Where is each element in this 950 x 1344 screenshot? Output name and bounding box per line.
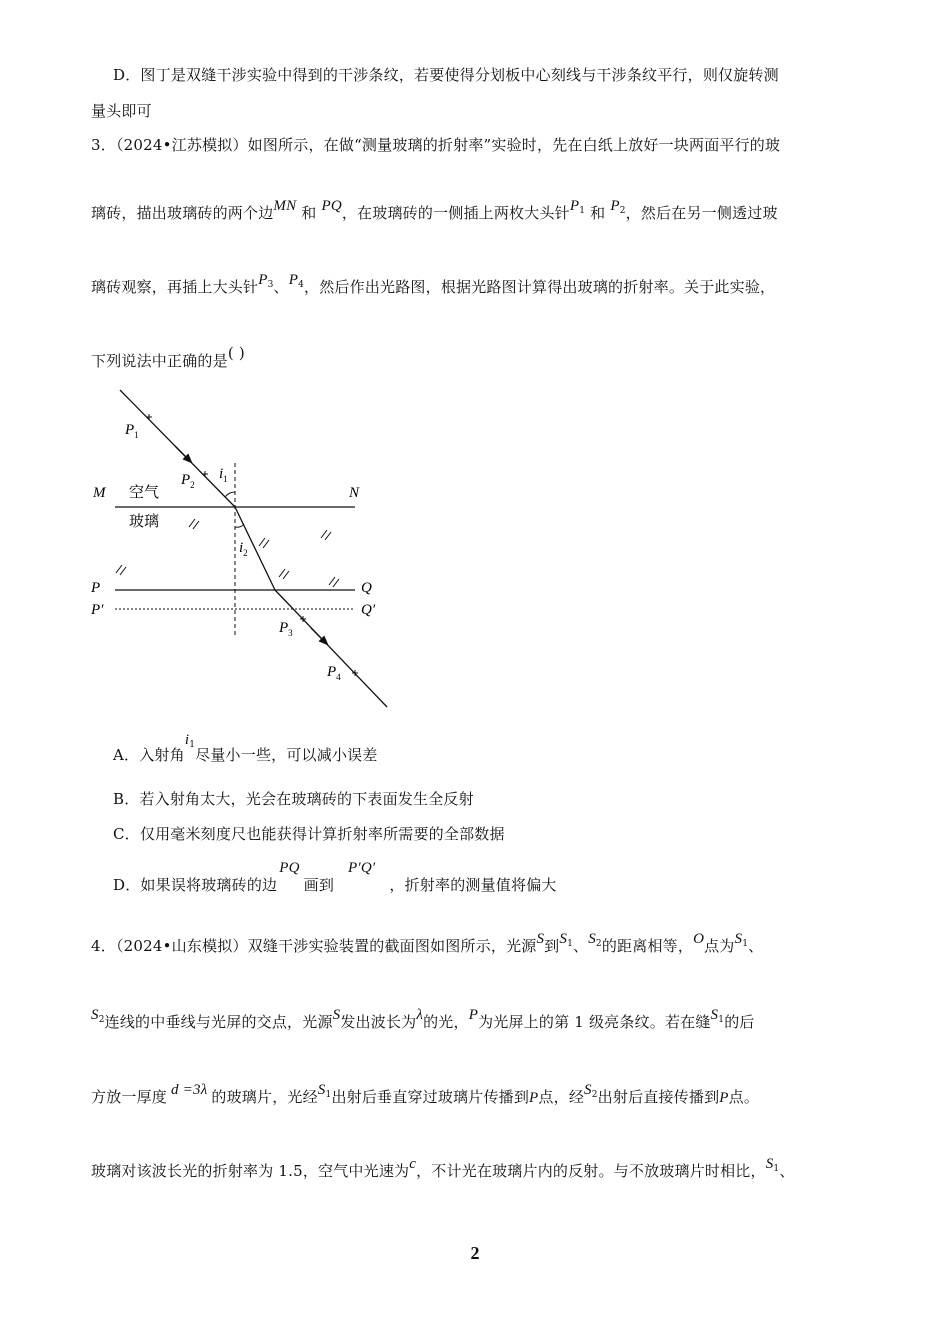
q4-stem-line3: 方放一厚度 d =3λ 的玻璃片，光经$S_1$出射后垂直穿过玻璃片传播到P点，经$S_2$出射后直接传播到P点。 [91,1082,760,1106]
label-p4: $P_4$ [327,664,341,682]
option-d: D．如果误将玻璃砖的边PQ画到P′Q′，折射率的测量值将偏大 [113,860,557,894]
label-m: M [93,485,106,501]
q3-stem-line3: 璃砖观察，再插上大头针$P_3$、$P_4$，然后作出光路图，根据光路图计算得出玻璃的折射率。关于此实验， [91,272,776,296]
label-i1: $i_1$ [219,466,228,484]
angle-arc-i1 [225,492,235,497]
prev-option-d-line1: D．图丁是双缝干涉实验中得到的干涉条纹，若要使得分划板中心刻线与干涉条纹平行，则仅旋转测 [113,66,779,84]
label-q: Q [361,580,372,596]
q3-stem-line1: 3．（2024•江苏模拟）如图所示，在做“测量玻璃的折射率”实验时，先在白纸上放好一块两面平行的玻 [91,136,781,154]
answer-paren: ( ) [227,344,245,362]
label-q-prime: Q′ [361,602,376,618]
label-n: N [349,485,360,501]
option-c: C．仅用毫米刻度尺也能获得计算折射率所需要的全部数据 [113,825,505,843]
q3-stem-line4: 下列说法中正确的是( ) [91,344,245,370]
prev-option-d-line2: 量头即可 [91,102,152,120]
q4-stem-line1: 4．（2024•山东模拟）双缝干涉实验装置的截面图如图所示，光源S到$S_1$、$S_2$的距离相等，O点为$S_1$、 [91,931,764,955]
arrow-incident [175,446,189,460]
q4-stem-line2: $S_2$连线的中垂线与光屏的交点，光源S发出波长为λ的光，P为光屏上的第 1 级亮条纹。若在缝$S_1$的后 [91,1007,755,1031]
refraction-diagram [85,380,405,715]
label-p2: $P_2$ [181,472,195,490]
label-glass: 玻璃 [129,512,160,530]
pin-p1-mark [146,414,152,420]
page-number: 2 [470,1243,480,1263]
label-p1: $P_1$ [125,422,139,440]
arrow-emergent [311,628,325,642]
angle-arc-i2 [235,524,244,527]
label-p-prime: P′ [91,602,104,618]
label-air: 空气 [129,483,160,501]
option-b: B．若入射角太大，光会在玻璃砖的下表面发生全反射 [113,790,474,808]
label-p3: $P_3$ [279,620,293,638]
label-i2: $i_2$ [239,540,248,558]
q3-stem-line2: 璃砖，描出玻璃砖的两个边MN 和 PQ，在玻璃砖的一侧插上两枚大头针$P_1$ 和 $P_2$，然后在另一侧透过玻 [91,198,778,222]
q4-stem-line4: 玻璃对该波长光的折射率为 1.5，空气中光速为c，不计光在玻璃片内的反射。与不放玻璃片时相比，$S_1$、 [91,1156,795,1180]
label-p: P [91,580,101,596]
pin-p2-mark [202,471,208,477]
option-a: A．入射角$i_1$尽量小一些，可以减小误差 [113,732,378,764]
